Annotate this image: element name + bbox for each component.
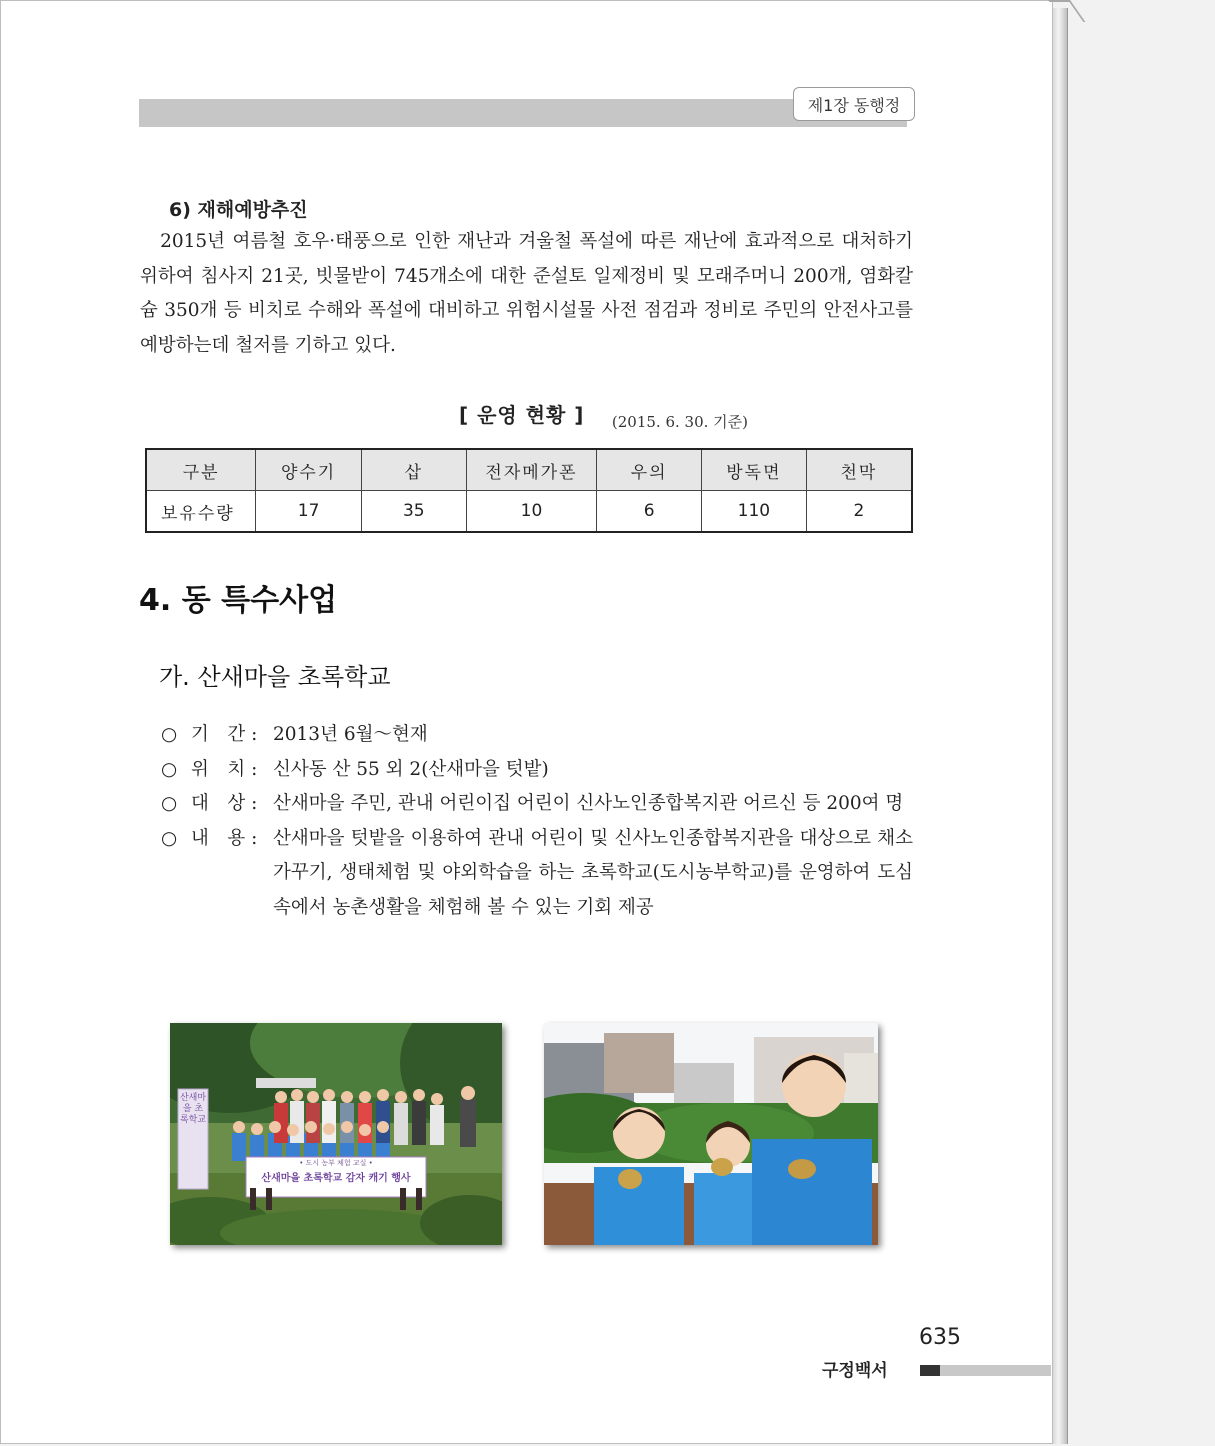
table-header-cell: 구분	[146, 449, 256, 491]
item-value: 산새마을 텃밭을 이용하여 관내 어린이 및 신사노인종합복지관을 대상으로 채소 가꾸기, 생태체험 및 야외학습을 하는 초록학교(도시농부학교)를 운영하여 도심 속에서 농촌생활을 체험해 볼 수 있는 기회 제공	[273, 827, 913, 918]
group-photo-illustration	[170, 1023, 502, 1245]
table-cell: 10	[466, 491, 597, 533]
page-edge	[1053, 8, 1068, 1444]
table-cell: 110	[702, 491, 807, 533]
disaster-prevention-heading: 6) 재해예방추진	[169, 199, 308, 221]
table-header-cell: 방독면	[702, 449, 807, 491]
table-cell: 35	[361, 491, 466, 533]
table-date: (2015. 6. 30. 기준)	[611, 413, 748, 431]
table-header-cell: 우의	[597, 449, 702, 491]
table-header-cell: 삽	[361, 449, 466, 491]
item-label: 내 용 :	[191, 827, 258, 849]
banner-text: 산새마을 초록학교 감자 캐기 행사	[261, 1173, 411, 1184]
sign-label: 산새마을 초록학교	[179, 1093, 207, 1125]
table-cell: 17	[256, 491, 362, 533]
item-value: 2013년 6월～현재	[273, 724, 428, 745]
table-title: [ 운영 현황 ]	[459, 403, 585, 427]
disaster-prevention-paragraph: 2015년 여름철 호우·태풍으로 인한 재난과 겨울철 폭설에 따른 재난에 효과적으로 대처하기 위하여 침사지 21곳, 빗물받이 745개소에 대한 준설토 일제정비 및 모래주머니 200개, 염화칼슘 350개 등 비치로 수해와 폭설에 대비하고 위험시설물 사전 점검과 정비로 주민의 안전사고를 예방하는데 철저를 기하고 있다.	[140, 231, 913, 356]
bullet-icon: ○	[161, 827, 178, 849]
project-details-list	[161, 718, 913, 925]
item-label: 대 상 :	[191, 793, 258, 814]
children-photo-illustration	[544, 1023, 878, 1245]
list-item	[161, 787, 913, 822]
list-item	[161, 822, 913, 926]
list-item	[161, 753, 913, 788]
children-photo	[544, 1023, 878, 1245]
table-header-row	[146, 449, 912, 491]
footer-bar	[920, 1365, 1051, 1376]
item-label: 기 간 :	[191, 724, 258, 745]
header-bar	[139, 99, 907, 127]
book-title: 구정백서	[822, 1361, 888, 1381]
bullet-icon: ○	[161, 793, 178, 814]
section-title: 4. 동 특수사업	[139, 583, 338, 618]
chapter-tab: 제1장 동행정	[793, 87, 915, 121]
table-cell: 2	[806, 491, 912, 533]
item-value: 산새마을 주민, 관내 어린이집 어린이 신사노인종합복지관 어르신 등 200여 명	[273, 793, 904, 814]
table-header-cell: 양수기	[256, 449, 362, 491]
banner-small-text: • 도시 농부 체험 교실 •	[299, 1159, 373, 1167]
list-item	[161, 718, 913, 753]
table-header-cell: 천막	[806, 449, 912, 491]
table-cell: 6	[597, 491, 702, 533]
table-header-cell: 전자메가폰	[466, 449, 597, 491]
subsection-title: 가. 산새마을 초록학교	[159, 663, 391, 691]
page-number: 635	[919, 1325, 961, 1350]
bullet-icon: ○	[161, 724, 178, 745]
item-value: 신사동 산 55 외 2(산새마을 텃밭)	[273, 758, 549, 780]
item-label: 위 치 :	[191, 758, 258, 780]
table-row	[146, 491, 912, 533]
group-photo	[170, 1023, 502, 1245]
equipment-table	[145, 448, 913, 533]
bullet-icon: ○	[161, 758, 178, 780]
table-row-label: 보유수량	[146, 491, 256, 533]
